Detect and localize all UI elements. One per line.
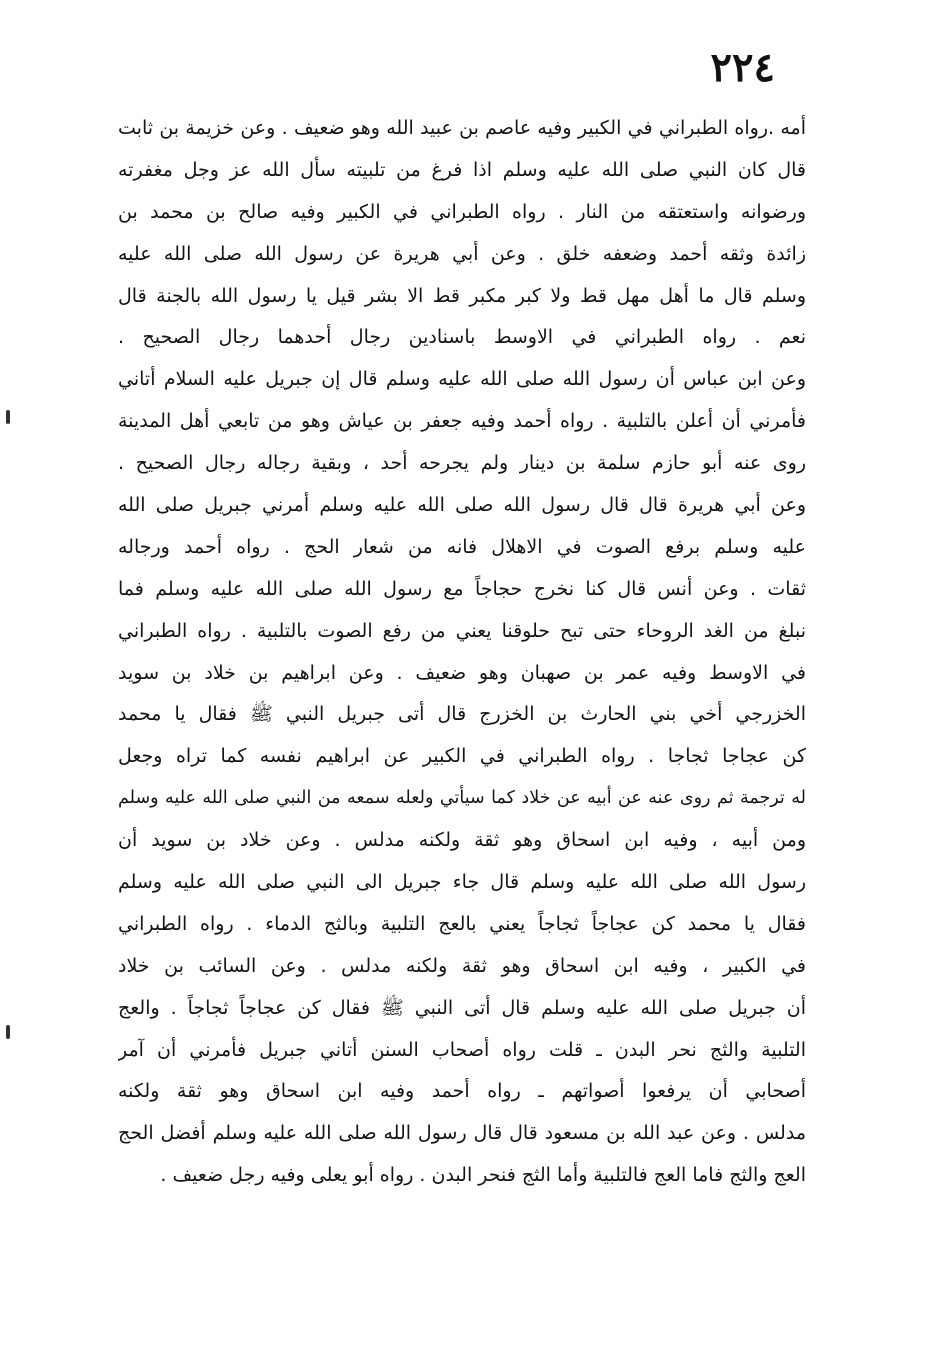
text-line-18: ومن أبيه ، وفيه ابن اسحاق وهو ثقة ولكنه مدلس . وعن خلاد بن سويد أن	[118, 829, 806, 852]
text-line-10: وعن أبي هريرة قال قال رسول الله صلى الله عليه وسلم أمرني جبريل صلى الله	[118, 494, 806, 517]
text-line-17: له ترجمة ثم روى عنه عن أبيه عن خلاد كما سيأتي ولعله سمعه من النبي صلى الله عليه وسلم	[118, 788, 806, 809]
text-line-3: ورضوانه واستعتقه من النار . رواه الطبراني في الكبير وفيه صالح بن محمد بن	[118, 200, 806, 223]
text-line-11: عليه وسلم برفع الصوت في الاهلال فانه من شعار الحج . رواه أحمد ورجاله	[118, 535, 806, 558]
binding-mark-bottom	[6, 1025, 10, 1039]
text-line-9: روى عنه أبو حازم سلمة بن دينار ولم يجرحه أحد ، وبقية رجاله رجال الصحيح .	[118, 452, 806, 475]
text-line-21: في الكبير ، وفيه ابن اسحاق وهو ثقة ولكنه مدلس . وعن السائب بن خلاد	[118, 954, 806, 977]
text-line-1: أمه .رواه الطبراني في الكبير وفيه عاصم بن عبيد الله وهو ضعيف . وعن خزيمة بن ثابت	[118, 117, 806, 139]
text-line-2: قال كان النبي صلى الله عليه وسلم اذا فرغ من تلبيته سأل الله عز وجل مغفرته	[118, 158, 806, 181]
body-text	[118, 108, 806, 1197]
text-line-24: أصحابي أن يرفعوا أصواتهم ـ رواه أحمد وفيه ابن اسحاق وهو ثقة ولكنه	[118, 1080, 806, 1103]
text-line-4: زائدة وثقه أحمد وضعفه خلق . وعن أبي هريرة عن رسول الله صلى الله عليه	[118, 242, 806, 265]
text-line-14: في الاوسط وفيه عمر بن صهبان وهو ضعيف . وعن ابراهيم بن خلاد بن سويد	[118, 661, 806, 684]
text-line-23: التلبية والثج نحر البدن ـ قلت رواه أصحاب السنن أتاني جبريل فأمرني أن آمر	[118, 1038, 806, 1061]
text-line-7: وعن ابن عباس أن رسول الله صلى الله عليه وسلم قال إن جبريل عليه السلام أتاني	[118, 368, 806, 391]
text-line-15: الخزرجي أخي بني الحارث بن الخزرج قال أتى جبريل النبي ﷺ فقال يا محمد	[118, 703, 806, 726]
text-line-16: كن عجاجا ثجاجا . رواه الطبراني في الكبير عن ابراهيم نفسه كما تراه وجعل	[118, 745, 806, 768]
text-line-13: نبلغ من الغد الروحاء حتى تبح حلوقنا يعني من رفع الصوت بالتلبية . رواه الطبراني	[118, 619, 806, 642]
text-line-12: ثقات . وعن أنس قال كنا نخرج حجاجاً مع رسول الله صلى الله عليه وسلم فما	[118, 577, 806, 600]
text-line-6: نعم . رواه الطبراني في الاوسط باسنادين رجال أحدهما رجال الصحيح .	[118, 326, 806, 349]
text-line-19: رسول الله صلى الله عليه وسلم قال جاء جبريل الى النبي صلى الله عليه وسلم	[118, 871, 806, 894]
binding-mark-top	[6, 410, 10, 424]
text-line-8: فأمرني أن أعلن بالتلبية . رواه أحمد وفيه جعفر بن عياش وهو من تابعي أهل المدينة	[118, 410, 806, 433]
text-line-5: وسلم قال ما أهل مهل قط ولا كبر مكبر قط الا بشر قيل يا رسول الله بالجنة قال	[118, 284, 806, 307]
text-line-26: العج والثج فاما العج فالتلبية وأما الثج فنحر البدن . رواه أبو يعلى وفيه رجل ضعيف .	[160, 1164, 806, 1187]
text-line-22: أن جبريل صلى الله عليه وسلم قال أتى النبي ﷺ فقال كن عجاجاً ثجاجاً . والعج	[118, 996, 806, 1019]
page-number: ٢٢٤	[710, 44, 775, 91]
text-line-25: مدلس . وعن عبد الله بن مسعود قال قال رسول الله صلى الله عليه وسلم أفضل الحج	[118, 1122, 806, 1145]
text-line-20: فقال يا محمد كن عجاجاً ثجاجاً يعني بالعج التلبية وبالثج الدماء . رواه الطبراني	[118, 912, 806, 935]
